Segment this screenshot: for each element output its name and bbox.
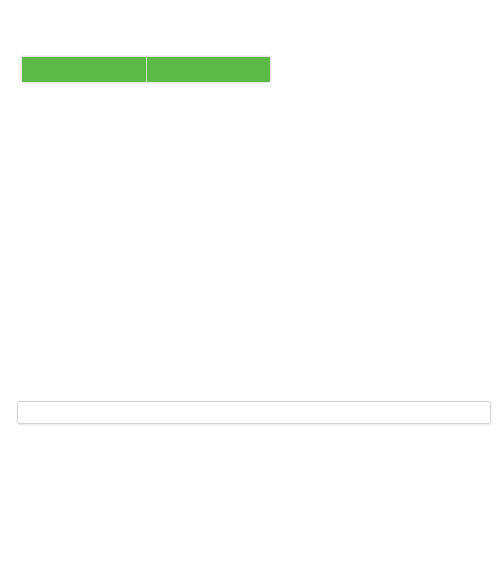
column-header-date (22, 57, 146, 82)
column-header-course-name (146, 57, 270, 82)
annual-training-table (22, 57, 270, 82)
annual-training-header-row (22, 57, 270, 82)
records-search-input[interactable] (17, 401, 491, 424)
